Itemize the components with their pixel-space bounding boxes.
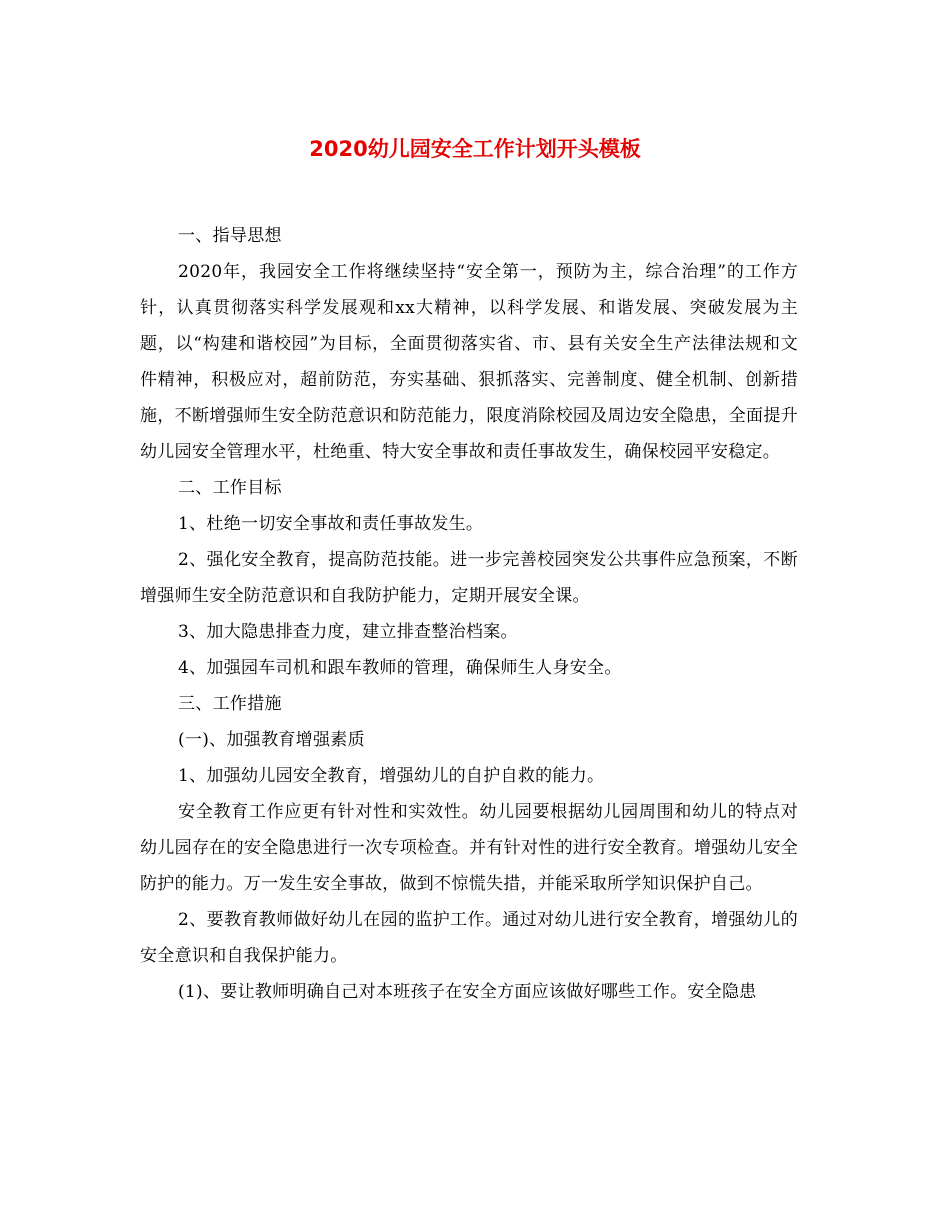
measure-item-1: 1、加强幼儿园安全教育，增强幼儿的自护自救的能力。 xyxy=(178,766,605,786)
goal-item-2: 2、强化安全教育，提高防范技能。进一步完善校园突发公共事件应急预案，不断增强师生安全防范意识和自我防护能力，定期开展安全课。 xyxy=(140,550,798,606)
measure-subitem-1: (1)、要让教师明确自己对本班孩子在安全方面应该做好哪些工作。安全隐患 xyxy=(178,982,757,1002)
measure-item-2: 2、要教育教师做好幼儿在园的监护工作。通过对幼儿进行安全教育，增强幼儿的安全意识和自我保护能力。 xyxy=(140,910,798,966)
subsection-heading-education: (一)、加强教育增强素质 xyxy=(178,730,365,750)
goal-item-4: 4、加强园车司机和跟车教师的管理，确保师生人身安全。 xyxy=(178,658,622,678)
document-body xyxy=(140,218,798,1010)
paragraph-guiding-ideology: 2020年，我园安全工作将继续坚持“安全第一，预防为主，综合治理”的工作方针，认真贯彻落实科学发展观和xx大精神，以科学发展、和谐发展、突破发展为主题，以“构建和谐校园”为目标，全面贯彻落实省、市、县有关安全生产法律法规和文件精神，积极应对，超前防范，夯实基础、狠抓落实、完善制度、健全机制、创新措施，不断增强师生安全防范意识和防范能力，限度消除校园及周边安全隐患，全面提升幼儿园安全管理水平，杜绝重、特大安全事故和责任事故发生，确保校园平安稳定。 xyxy=(140,262,798,462)
section-heading-guiding-ideology: 一、指导思想 xyxy=(178,226,282,246)
paragraph-safety-education: 安全教育工作应更有针对性和实效性。幼儿园要根据幼儿园周围和幼儿的特点对幼儿园存在的安全隐患进行一次专项检查。并有针对性的进行安全教育。增强幼儿安全防护的能力。万一发生安全事故，做到不惊慌失措，并能采取所学知识保护自己。 xyxy=(140,802,798,894)
section-heading-work-goals: 二、工作目标 xyxy=(178,478,282,498)
goal-item-3: 3、加大隐患排查力度，建立排查整治档案。 xyxy=(178,622,518,642)
section-heading-work-measures: 三、工作措施 xyxy=(178,694,282,714)
document-title: 2020幼儿园安全工作计划开头模板 xyxy=(309,137,641,161)
goal-item-1: 1、杜绝一切安全事故和责任事故发生。 xyxy=(178,514,484,534)
